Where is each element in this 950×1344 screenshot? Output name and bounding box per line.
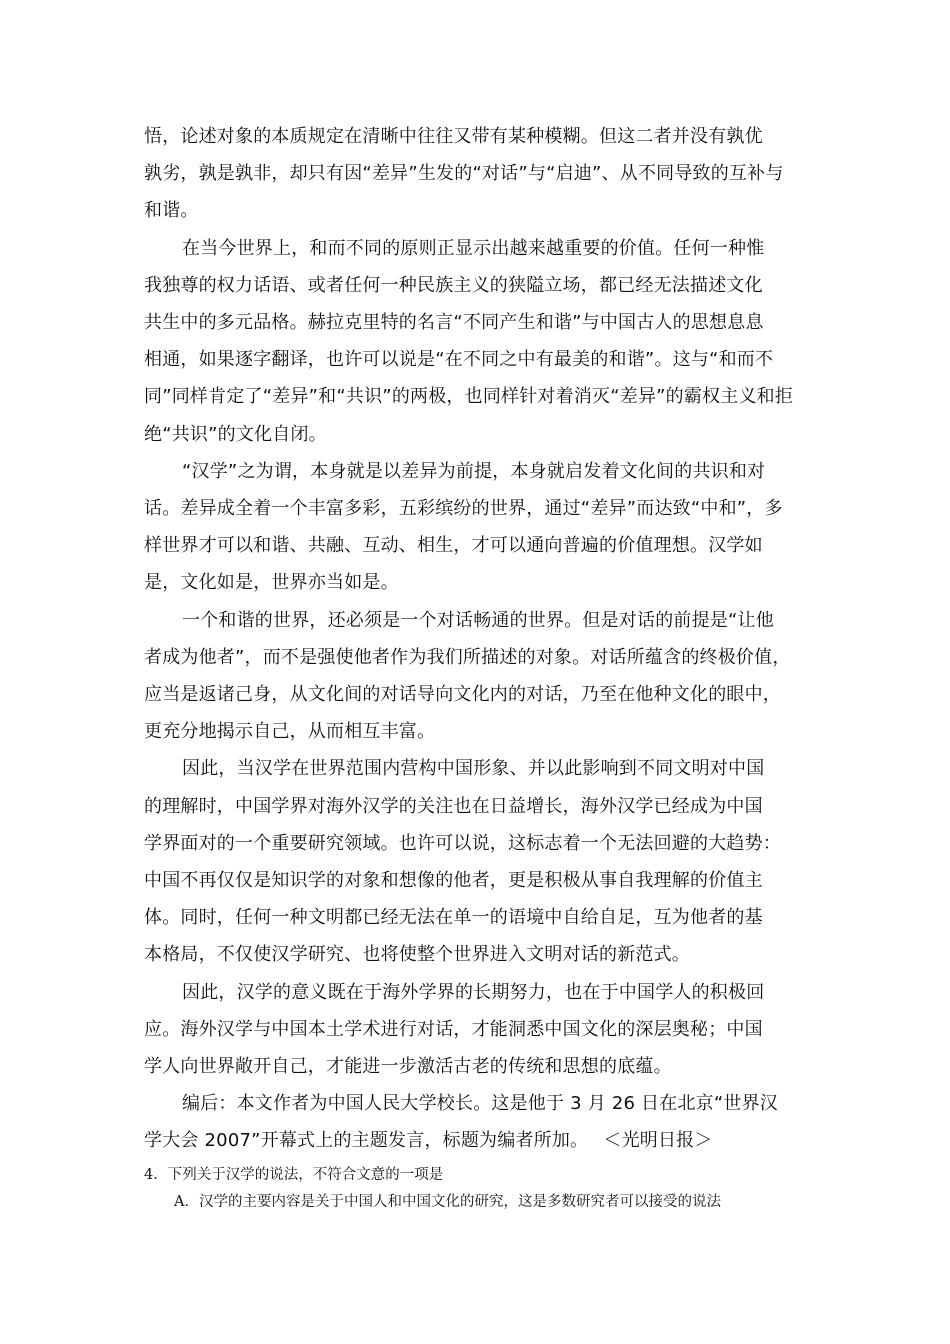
text-line: 应。海外汉学与中国本土学术进行对话，才能洞悉中国文化的深层奥秘；中国: [144, 1018, 763, 1040]
paragraph: [144, 974, 824, 1086]
text-line: 同”同样肯定了“差异”和“共识”的两极，也同样针对着消灭“差异”的霸权主义和拒: [144, 386, 794, 408]
editor-note: [144, 1085, 824, 1159]
paragraph: [144, 118, 824, 230]
text-line: 学大会 2007”开幕式上的主题发言，标题为编者所加。 ＜光明日报＞: [144, 1130, 713, 1152]
text-line: 孰劣，孰是孰非，却只有因“差异”生发的“对话”与“启迪”、从不同导致的互补与: [144, 163, 784, 185]
text-line: 应当是返诸己身，从文化间的对话导向文化内的对话，乃至在他种文化的眼中，: [144, 684, 781, 706]
text-line: 本格局，不仅使汉学研究、也将使整个世界进入文明对话的新范式。: [144, 944, 690, 966]
text-line: 话。差异成全着一个丰富多彩，五彩缤纷的世界，通过“差异”而达致“中和”，多: [144, 498, 783, 520]
text-line: 绝“共识”的文化自闭。: [144, 423, 327, 445]
text-line: 因此，汉学的意义既在于海外学界的长期努力，也在于中国学人的积极回: [182, 981, 765, 1003]
text-line: 和谐。: [144, 200, 199, 222]
text-line: 因此，当汉学在世界范围内营构中国形象、并以此影响到不同文明对中国: [182, 758, 765, 780]
text-line: 是，文化如是，世界亦当如是。: [144, 572, 399, 594]
text-line: 中国不再仅仅是知识学的对象和想像的他者，更是积极从事自我理解的价值主: [144, 870, 763, 892]
text-line: “汉学”之为谓，本身就是以差异为前提，本身就启发着文化间的共识和对: [182, 460, 766, 482]
text-line: 体。同时，任何一种文明都已经无法在单一的语境中自给自足，互为他者的基: [144, 907, 763, 929]
text-line: 学人向世界敞开自己，才能进一步激活古老的传统和思想的底蕴。: [144, 1056, 672, 1078]
paragraph: [144, 230, 824, 453]
text-line: 编后：本文作者为中国人民大学校长。这是他于 3 月 26 日在北京“世界汉: [182, 1093, 778, 1115]
text-line: 在当今世界上，和而不同的原则正显示出越来越重要的价值。任何一种惟: [182, 237, 765, 259]
text-line: 我独尊的权力话语、或者任何一种民族主义的狭隘立场，都已经无法描述文化: [144, 274, 763, 296]
text-line: 样世界才可以和谐、共融、互动、相生，才可以通向普遍的价值理想。汉学如: [144, 535, 763, 557]
text-line: 学界面对的一个重要研究领域。也许可以说，这标志着一个无法回避的大趋势：: [144, 832, 781, 854]
text-line: 一个和谐的世界，还必须是一个对话畅通的世界。但是对话的前提是“让他: [182, 609, 774, 631]
option-a: A．汉学的主要内容是关于中国人和中国文化的研究，这是多数研究者可以接受的说法: [174, 1194, 721, 1210]
text-line: 的理解时，中国学界对海外汉学的关注也在日益增长，海外汉学已经成为中国: [144, 795, 763, 817]
text-line: 相通，如果逐字翻译，也许可以说是“在不同之中有最美的和谐”。这与“和而不: [144, 349, 774, 371]
paragraph: [144, 750, 824, 973]
text-line: 共生中的多元品格。赫拉克里特的名言“不同产生和谐”与中国古人的思想息息: [144, 312, 764, 334]
article-body: [144, 118, 824, 1160]
text-line: 更充分地揭示自己，从而相互丰富。: [144, 721, 436, 743]
text-line: 悟，论述对象的本质规定在清晰中往往又带有某种模糊。但这二者并没有孰优: [144, 126, 763, 147]
question-block: [144, 1162, 824, 1216]
paragraph: [144, 602, 824, 751]
question-stem: 4．下列关于汉学的说法，不符合文意的一项是: [144, 1167, 444, 1183]
text-line: 者成为他者”，而不是强使他者作为我们所描述的对象。对话所蕴含的终极价值，: [144, 646, 791, 668]
paragraph: [144, 453, 824, 602]
